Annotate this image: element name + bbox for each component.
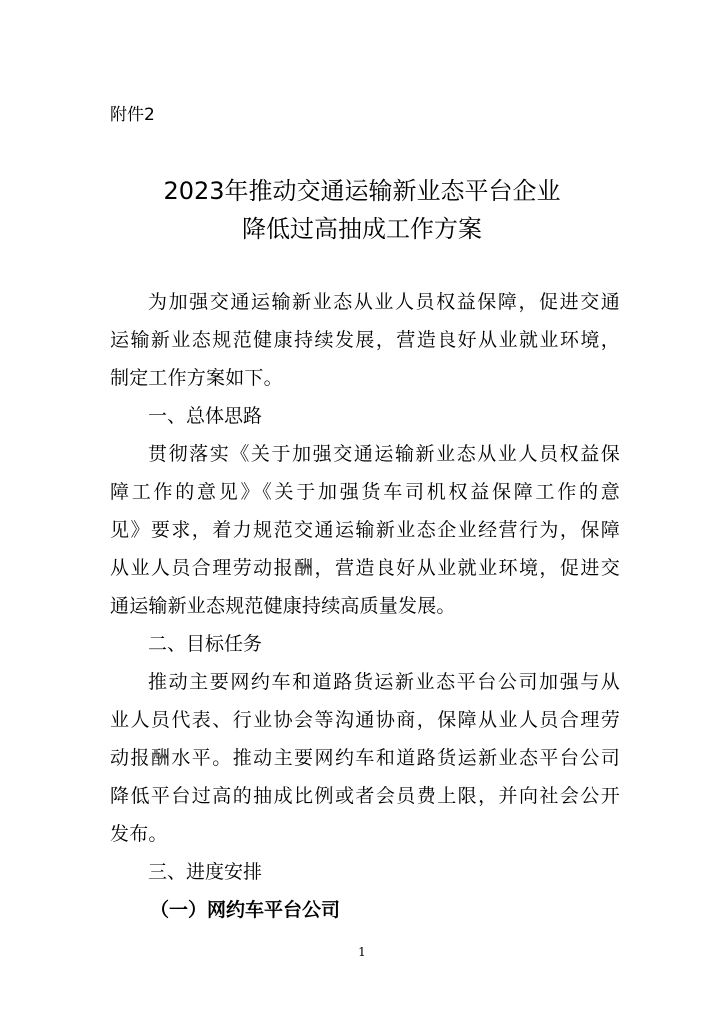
section-1-paragraph	[110, 435, 620, 625]
section-heading-1: 一、总体思路	[148, 405, 263, 427]
para2-line-3: 动报酬水平。推动主要网约车和道路货运新业态平台公司	[110, 747, 620, 769]
page-number: 1	[358, 945, 366, 959]
para1-line-2: 障工作的意见》《关于加强货车司机权益保障工作的意	[110, 481, 620, 503]
para2-line-5: 发布。	[110, 823, 168, 845]
intro-line-3: 制定工作方案如下。	[110, 367, 283, 389]
section-heading-3: 三、进度安排	[148, 861, 263, 883]
section-heading-2: 二、目标任务	[148, 633, 263, 655]
para2-line-1: 推动主要网约车和道路货运新业态平台公司加强与从	[148, 671, 620, 693]
document-title-line-2: 降低过高抽成工作方案	[242, 215, 482, 243]
section-2-paragraph	[110, 663, 620, 853]
para1-line-1: 贯彻落实《关于加强交通运输新业态从业人员权益保	[148, 443, 620, 465]
para2-line-4: 降低平台过高的抽成比例或者会员费上限，并向社会公开	[110, 785, 620, 807]
para1-line-5: 通运输新业态规范健康持续高质量发展。	[110, 595, 456, 617]
annex-label: 附件2	[110, 105, 155, 125]
document-title-line-1: 2023年推动交通运输新业态平台企业	[163, 177, 561, 205]
intro-line-1: 为加强交通运输新业态从业人员权益保障，促进交通	[148, 291, 620, 313]
para2-line-2: 业人员代表、行业协会等沟通协商，保障从业人员合理劳	[110, 709, 620, 731]
intro-paragraph	[110, 283, 620, 397]
para1-line-4: 从业人员合理劳动报酬，营造良好从业就业环境，促进交	[110, 557, 620, 579]
intro-line-2: 运输新业态规范健康持续发展，营造良好从业就业环境，	[110, 329, 620, 351]
subheading-1: （一）网约车平台公司	[150, 899, 341, 921]
para1-line-3: 见》要求，着力规范交通运输新业态企业经营行为，保障	[110, 519, 620, 541]
